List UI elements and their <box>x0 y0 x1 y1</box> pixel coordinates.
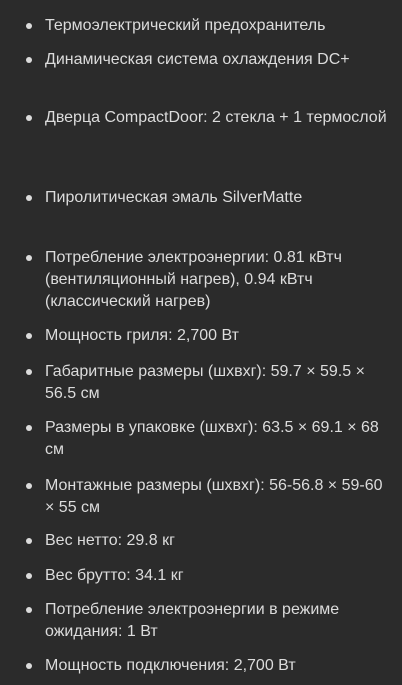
bullet-icon <box>26 23 32 29</box>
spec-text: Монтажные размеры (шхвхг): 56-56.8 × 59-60 × 55 см <box>45 477 383 516</box>
spec-text: Размеры в упаковке (шхвхг): 63.5 × 69.1 × 68 см <box>45 419 379 458</box>
bullet-icon <box>26 195 32 201</box>
spec-text: Термоэлектрический предохранитель <box>45 17 326 34</box>
spec-text: Дверца CompactDoor: 2 стекла + 1 термослой <box>45 109 387 126</box>
bullet-icon <box>26 333 32 339</box>
bullet-icon <box>26 607 32 613</box>
bullet-icon <box>26 538 32 544</box>
spec-text: Габаритные размеры (шхвхг): 59.7 × 59.5 × 56.5 см <box>45 363 365 402</box>
bullet-icon <box>26 255 32 261</box>
spec-text: Мощность подключения: 2,700 Вт <box>45 657 296 674</box>
bullet-icon <box>26 573 32 579</box>
spec-text: Пиролитическая эмаль SilverMatte <box>45 189 303 206</box>
bullet-icon <box>26 425 32 431</box>
bullet-icon <box>26 57 32 63</box>
bullet-icon <box>26 663 32 669</box>
bullet-icon <box>26 115 32 121</box>
spec-text: Вес брутто: 34.1 кг <box>45 567 184 584</box>
spec-text: Динамическая система охлаждения DC+ <box>45 51 350 68</box>
bullet-icon <box>26 369 32 375</box>
spec-text: Потребление электроэнергии: 0.81 кВтч (вентиляционный нагрев), 0.94 кВтч (классический нагрев) <box>45 249 342 310</box>
spec-text: Потребление электроэнергии в режиме ожидания: 1 Вт <box>45 601 340 640</box>
bullet-icon <box>26 483 32 489</box>
spec-text: Мощность гриля: 2,700 Вт <box>45 327 239 344</box>
spec-text: Вес нетто: 29.8 кг <box>45 532 175 549</box>
